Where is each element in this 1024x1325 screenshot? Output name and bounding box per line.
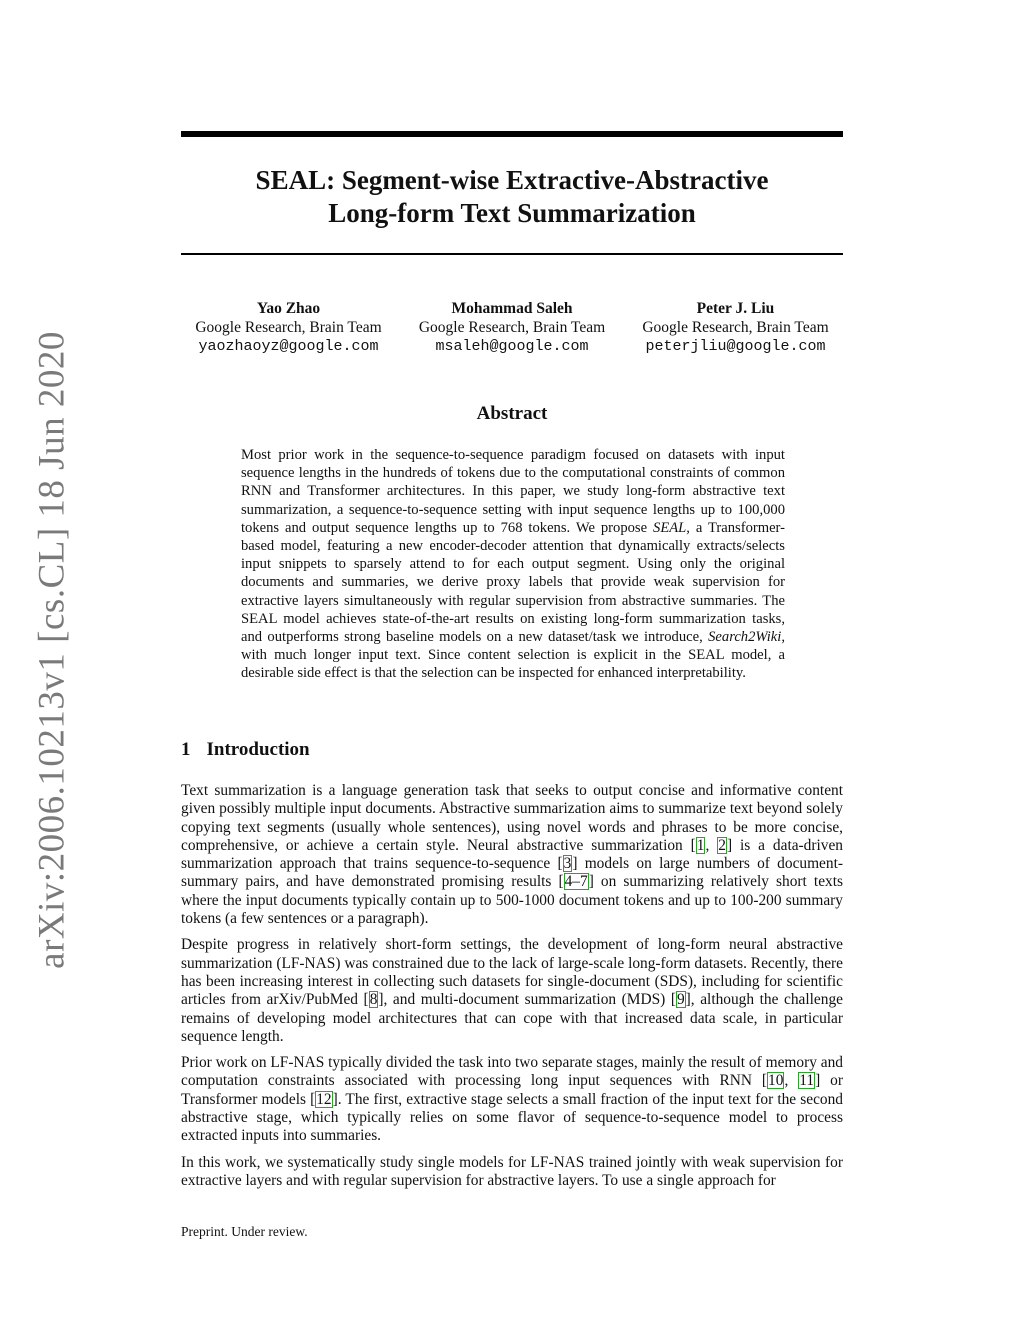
author-affiliation: Google Research, Brain Team xyxy=(642,319,829,336)
citation-link[interactable]: 9 xyxy=(676,991,685,1009)
section-title: Introduction xyxy=(206,739,310,760)
citation-link[interactable]: 4–7 xyxy=(564,873,588,891)
abstract-text-part: Most prior work in the sequence-to-sequence paradigm focused on datasets with input sequence lengths in the hundreds of tokens due to the computational constraints of common RNN and Transformer architectures. In this paper, we study long-form abstractive text summarization, a sequence-to-sequence setting with input sequence lengths up to 100,000 tokens and output sequence lengths up to 768 tokens. We propose xyxy=(241,447,785,536)
citation-link[interactable]: 12 xyxy=(316,1090,332,1108)
paragraph-text: ], and multi-document summarization (MDS) [ xyxy=(378,991,676,1009)
paragraph-text: Prior work on LF-NAS typically divided the task into two separate stages, mainly the result of memory and computation constraints associated with processing long input sequences with RNN [ xyxy=(181,1054,843,1090)
footer-note: Preprint. Under review. xyxy=(181,1224,308,1239)
paragraph-text: ] models on large numbers of document-summary pairs, and have demonstrated promising results [ xyxy=(181,855,843,891)
paragraph-text: Text summarization is a language generation task that seeks to output concise and informative content given possibly multiple input documents. Abstractive summarization aims to summarize text beyond solely copying text segments (usually whole sentences), using novel words and phrases to be more concise, comprehensive, or achieve a certain style. Neural abstractive summarization [ xyxy=(181,782,843,854)
paragraph xyxy=(181,782,843,928)
author-name: Mohammad Saleh xyxy=(451,300,573,317)
citation-link[interactable]: 2 xyxy=(718,836,726,854)
paragraph-text: , xyxy=(705,836,718,854)
author-2 xyxy=(405,299,620,356)
title-line-1: SEAL: Segment-wise Extractive-Abstractive xyxy=(255,165,769,195)
paragraph-text: Despite progress in relatively short-form settings, the development of long-form neural abstractive summarization (LF-NAS) was constrained due to the lack of large-scale long-form datasets. Recently, there has been increasing interest in collecting such datasets for single-document (SDS), including for scientific articles from arXiv/PubMed [ xyxy=(181,936,843,1009)
author-name: Peter J. Liu xyxy=(696,300,775,317)
author-name: Yao Zhao xyxy=(256,300,321,317)
author-email: msaleh@google.com xyxy=(435,338,589,355)
paragraph-text: ] is a data-driven summarization approach that trains sequence-to-sequence [ xyxy=(181,836,843,873)
section-number: 1 xyxy=(181,739,191,760)
abstract-heading: Abstract xyxy=(476,403,548,424)
author-block xyxy=(181,299,843,356)
paragraph-text: , xyxy=(784,1072,799,1090)
dataset-name-emphasis: Search2Wiki xyxy=(708,629,782,646)
paragraph xyxy=(181,936,843,1046)
citation-link[interactable]: 11 xyxy=(799,1072,815,1090)
paragraph-text: ], although the challenge remains of developing model architectures that can cope with that increased data scale, in particular sequence length. xyxy=(181,991,843,1045)
author-email: peterjliu@google.com xyxy=(645,338,826,355)
title-bottom-rule xyxy=(181,253,843,255)
citation-link[interactable]: 3 xyxy=(563,855,572,873)
citation-link[interactable]: 8 xyxy=(369,991,378,1009)
abstract-text xyxy=(241,446,785,683)
model-name-emphasis: SEAL xyxy=(653,519,687,536)
paragraph-text: ]. The first, extractive stage selects a small fraction of the input text for the second abstractive stage, which typically relies on some flavor of sequence-to-sequence model to process extracted inputs into summaries. xyxy=(181,1090,843,1145)
paragraph xyxy=(181,1154,843,1191)
section-heading xyxy=(181,739,310,761)
author-affiliation: Google Research, Brain Team xyxy=(418,319,606,336)
author-email: yaozhaoyz@google.com xyxy=(198,338,379,355)
paragraph xyxy=(181,1054,843,1145)
citation-link[interactable]: 10 xyxy=(768,1072,784,1090)
paragraph-text: In this work, we systematically study single models for LF-NAS trained jointly with weak supervision for extractive layers and with regular supervision for abstractive layers. To use a single approach for xyxy=(181,1153,843,1189)
author-3 xyxy=(628,299,843,356)
paragraph-text: ] or Transformer models [ xyxy=(181,1072,843,1108)
author-1 xyxy=(181,299,396,356)
abstract-text-part: , a Transformer-based model, featuring a new encoder-decoder attention that dynamically extracts/selects input snippets to sparsely attend to for each output segment. Using only the original documents and summaries, we derive proxy labels that provide weak supervision for extractive layers simultaneously with regular supervision from abstractive summaries. The SEAL model achieves state-of-the-art results on existing long-form summarization tasks, and outperforms strong baseline models on a new dataset/task we introduce, xyxy=(241,519,785,646)
paragraph-text: ] on summarizing relatively short texts where the input documents typically contain up to 500-1000 document tokens and up to 100-200 summary tokens (a few sentences or a paragraph). xyxy=(181,873,843,928)
citation-link[interactable]: 1 xyxy=(696,836,705,854)
title-line-2: Long-form Text Summarization xyxy=(328,198,696,228)
introduction-body xyxy=(181,782,843,1198)
paper-title xyxy=(181,164,843,230)
arxiv-identifier: arXiv:2006.10213v1 [cs.CL] 18 Jun 2020 xyxy=(31,331,73,969)
author-affiliation: Google Research, Brain Team xyxy=(195,319,382,336)
abstract-text-part: , with much longer input text. Since content selection is explicit in the SEAL model, a desirable side effect is that the selection can be inspected for enhanced interpretability. xyxy=(241,629,785,682)
title-top-rule xyxy=(181,131,843,137)
